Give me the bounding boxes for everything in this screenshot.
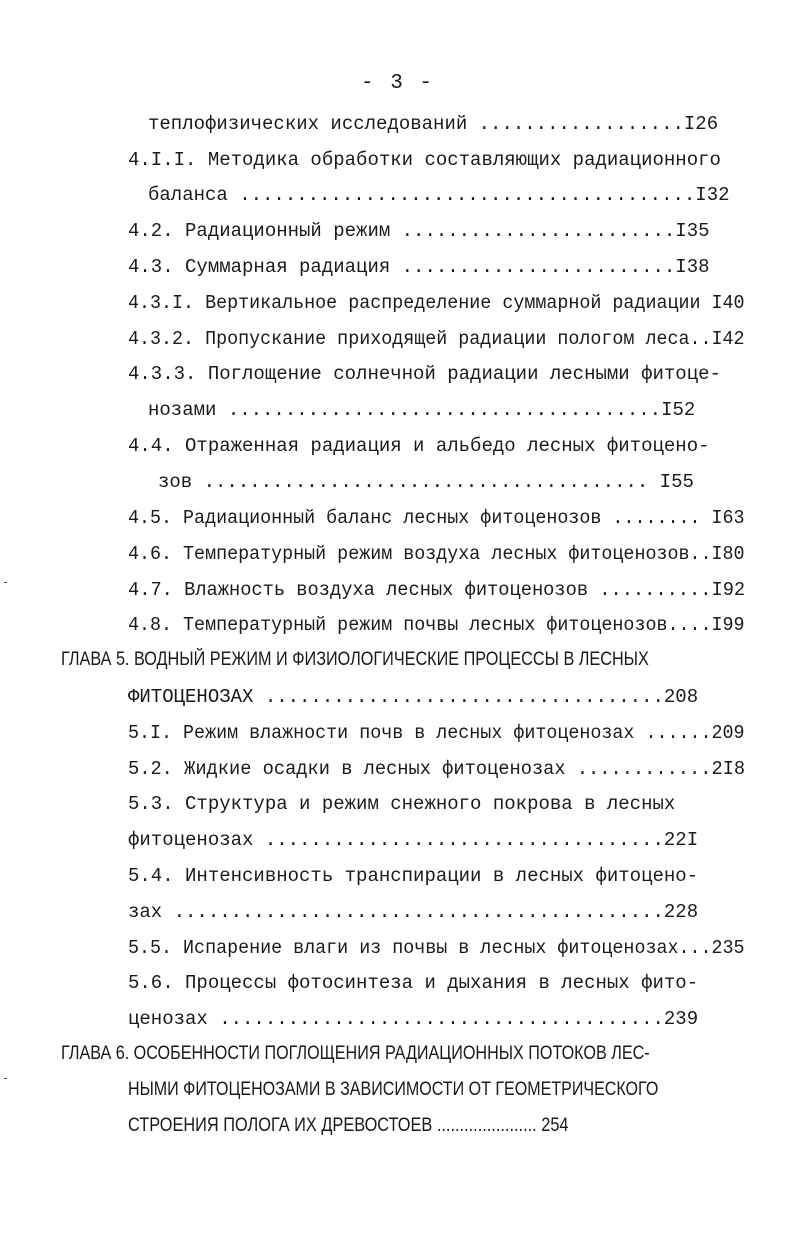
- toc-line: 4.3.I. Вертикальное распределение суммарной радиации I40: [128, 292, 745, 314]
- scan-mark: [4, 1078, 7, 1079]
- chapter-heading: ФИТОЦЕНОЗАХ ...................................208: [128, 686, 699, 708]
- toc-line: ценозах .......................................239: [128, 1008, 699, 1030]
- chapter-heading: НЫМИ ФИТОЦЕНОЗАМИ В ЗАВИСИМОСТИ ОТ ГЕОМЕТРИЧЕСКОГО: [128, 1079, 659, 1100]
- chapter-heading: ГЛАВА 5. ВОДНЫЙ РЕЖИМ И ФИЗИОЛОГИЧЕСКИЕ ПРОЦЕССЫ В ЛЕСНЫХ: [61, 649, 649, 670]
- toc-line: 5.5. Испарение влаги из почвы в лесных фитоценозах...235: [128, 937, 745, 959]
- toc-line: 4.4. Отраженная радиация и альбедо лесных фитоцено-: [128, 435, 710, 457]
- toc-line: 5.6. Процессы фотосинтеза и дыхания в лесных фито-: [128, 972, 699, 994]
- toc-line: 5.3. Структура и режим снежного покрова в лесных: [128, 793, 676, 815]
- toc-line: 5.I. Режим влажности почв в лесных фитоценозах ......209: [128, 722, 745, 744]
- toc-line: 4.7. Влажность воздуха лесных фитоценозов ..........I92: [128, 579, 746, 601]
- toc-line: фитоценозах ...................................22I: [128, 829, 699, 851]
- toc-line: 4.2. Радиационный режим ........................I35: [128, 220, 710, 242]
- chapter-heading: СТРОЕНИЯ ПОЛОГА ИХ ДРЕВОСТОЕВ ...................... 254: [128, 1115, 569, 1136]
- toc-line: нозами ......................................I52: [148, 399, 696, 421]
- page-number: - 3 -: [360, 72, 434, 95]
- scan-mark: [4, 582, 7, 583]
- toc-line: 4.3. Суммарная радиация ........................I38: [128, 256, 710, 278]
- toc-line: теплофизических исследований ..................I26: [148, 113, 719, 135]
- toc-line: 4.5. Радиационный баланс лесных фитоценозов ........ I63: [128, 507, 745, 529]
- toc-line: 4.3.3. Поглощение солнечной радиации лесными фитоце-: [128, 363, 721, 385]
- toc-line: 4.6. Температурный режим воздуха лесных фитоценозов..I80: [128, 543, 745, 565]
- toc-line: 4.8. Температурный режим почвы лесных фитоценозов....I99: [128, 614, 745, 636]
- toc-line: баланса ........................................I32: [148, 184, 730, 206]
- toc-line: 4.I.I. Методика обработки составляющих радиационного: [128, 149, 721, 171]
- toc-line: 5.4. Интенсивность транспирации в лесных фитоцено-: [128, 865, 699, 887]
- toc-line: 4.3.2. Пропускание приходящей радиации пологом леса..I42: [128, 328, 745, 350]
- toc-line: зов ....................................... I55: [158, 471, 694, 493]
- toc-line: зах ...........................................228: [128, 901, 699, 923]
- toc-line: 5.2. Жидкие осадки в лесных фитоценозах ............2I8: [128, 758, 746, 780]
- chapter-heading: ГЛАВА 6. ОСОБЕННОСТИ ПОГЛОЩЕНИЯ РАДИАЦИОННЫХ ПОТОКОВ ЛЕС-: [61, 1043, 650, 1064]
